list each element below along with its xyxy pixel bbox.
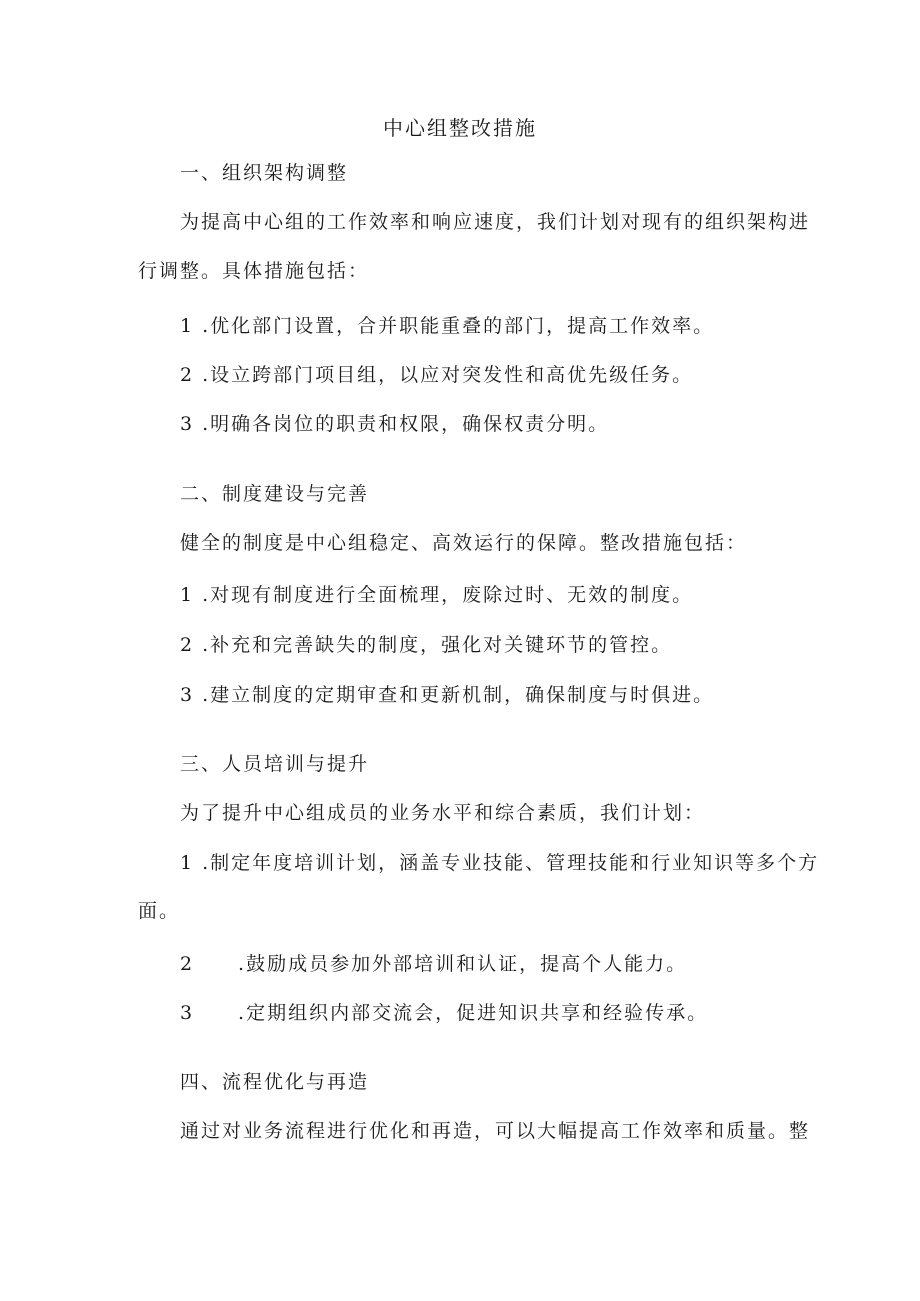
list-item-number: 1 <box>180 584 195 606</box>
section-intro: 健全的制度是中心组稳定、高效运行的保障。整改措施包括： <box>180 532 748 554</box>
list-item-text: .鼓励成员参加外部培训和认证，提高个人能力。 <box>238 953 688 975</box>
list-item-continued: 面。 <box>138 900 181 922</box>
list-item-text: .优化部门设置，合并职能重叠的部门，提高工作效率。 <box>202 315 715 337</box>
list-item-text: .设立跨部门项目组，以应对突发性和高优先级任务。 <box>202 364 694 386</box>
document-title: 中心组整改措施 <box>383 116 537 140</box>
section-intro-continued: 行调整。具体措施包括： <box>138 260 370 282</box>
list-item-text: .补充和完善缺失的制度，强化对关键环节的管控。 <box>202 634 673 656</box>
list-item <box>180 1000 708 1026</box>
list-item-text: .建立制度的定期审查和更新机制，确保制度与时俱进。 <box>202 684 715 706</box>
list-item <box>180 682 714 708</box>
list-item-text: .定期组织内部交流会，促进知识共享和经验传承。 <box>238 1002 709 1024</box>
list-item-text: .制定年度培训计划，涵盖专业技能、管理技能和行业知识等多个方 <box>202 852 820 874</box>
section-intro: 为提高中心组的工作效率和响应速度，我们计划对现有的组织架构进 <box>180 211 811 233</box>
section-heading: 三、人员培训与提升 <box>180 753 370 775</box>
list-item-number: 3 <box>180 684 195 706</box>
list-item <box>180 951 687 977</box>
list-item <box>180 362 693 388</box>
list-item-number: 2 <box>180 634 195 656</box>
section-intro: 通过对业务流程进行优化和再造，可以大幅提高工作效率和质量。整 <box>180 1120 811 1142</box>
section-heading: 四、流程优化与再造 <box>180 1071 370 1093</box>
list-item <box>180 582 693 608</box>
list-item-number: 2 <box>180 364 195 386</box>
list-item-text: .对现有制度进行全面梳理，废除过时、无效的制度。 <box>202 584 694 606</box>
list-item <box>180 850 819 876</box>
list-item-number: 1 <box>180 852 195 874</box>
list-item-number: 1 <box>180 315 195 337</box>
list-item <box>180 632 672 658</box>
list-item <box>180 411 609 437</box>
list-item-text: .明确各岗位的职责和权限，确保权责分明。 <box>202 413 610 435</box>
list-item-number: 3 <box>180 413 195 435</box>
section-intro: 为了提升中心组成员的业务水平和综合素质，我们计划： <box>180 802 706 824</box>
list-item-number: 3 <box>180 1002 195 1024</box>
list-item-number: 2 <box>180 953 195 975</box>
section-heading: 一、组织架构调整 <box>180 162 349 184</box>
section-heading: 二、制度建设与完善 <box>180 483 370 505</box>
list-item <box>180 313 714 339</box>
